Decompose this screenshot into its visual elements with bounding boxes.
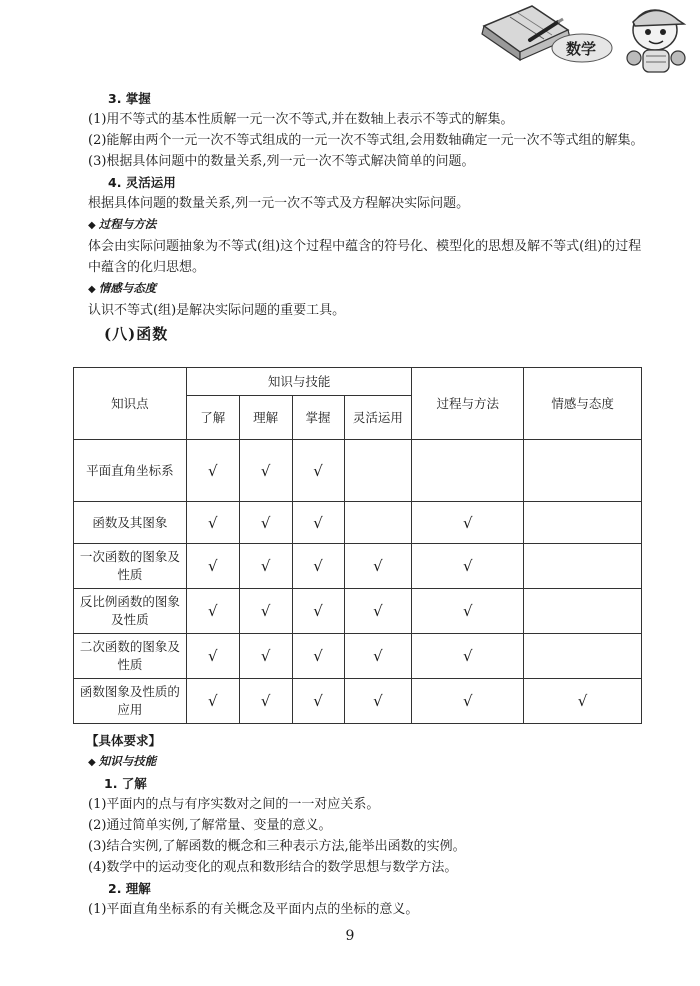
check-cell: √ [292, 679, 344, 724]
check-cell [344, 502, 412, 544]
check-cell [524, 589, 642, 634]
subject-badge: 数学 [566, 40, 597, 58]
header-master: 掌握 [292, 396, 344, 440]
header-process-method: 过程与方法 [412, 368, 524, 440]
header-understand-basic: 了解 [186, 396, 239, 440]
check-cell: √ [524, 679, 642, 724]
row-label: 函数及其图象 [74, 502, 187, 544]
check-cell: √ [344, 589, 412, 634]
subheading-text: 知识与技能 [98, 754, 157, 768]
paragraph: (2)通过简单实例,了解常量、变量的意义。 [88, 818, 332, 833]
header-knowledge-point: 知识点 [74, 368, 187, 440]
check-cell: √ [412, 589, 524, 634]
check-cell: √ [292, 440, 344, 502]
check-cell: √ [412, 544, 524, 589]
check-cell: √ [186, 589, 239, 634]
table-row [74, 589, 642, 634]
table-row [74, 502, 642, 544]
check-cell: √ [186, 544, 239, 589]
table-row [74, 679, 642, 724]
page-content-lower [88, 730, 648, 920]
subheading-process-method [88, 214, 648, 236]
diamond-bullet-icon: ◆ [88, 284, 96, 295]
check-cell: √ [239, 679, 292, 724]
paragraph: (1)平面直角坐标系的有关概念及平面内点的坐标的意义。 [88, 902, 419, 917]
check-cell [524, 634, 642, 679]
check-cell: √ [239, 589, 292, 634]
row-label: 一次函数的图象及性质 [74, 544, 187, 589]
function-standards-table [73, 367, 642, 724]
section-title: (八)函数 [104, 325, 169, 343]
paragraph: (2)能解由两个一元一次不等式组成的一元一次不等式组,会用数轴确定一元一次不等式组的解集。 [88, 133, 644, 148]
check-cell: √ [239, 634, 292, 679]
header-comprehend: 理解 [239, 396, 292, 440]
subheading-text: 情感与态度 [98, 281, 157, 295]
check-cell: √ [344, 679, 412, 724]
check-cell: √ [412, 634, 524, 679]
paragraph: (1)平面内的点与有序实数对之间的一一对应关系。 [88, 797, 380, 812]
paragraph: 根据具体问题的数量关系,列一元一次不等式及方程解决实际问题。 [88, 196, 470, 211]
heading-flexible-use: 4. 灵活运用 [108, 175, 176, 190]
subheading-knowledge-skills [88, 751, 648, 773]
page-number: 9 [345, 928, 355, 944]
check-cell [524, 440, 642, 502]
page-content [88, 88, 648, 345]
header-flexible-use: 灵活运用 [344, 396, 412, 440]
paragraph: (1)用不等式的基本性质解一元一次不等式,并在数轴上表示不等式的解集。 [88, 112, 514, 127]
heading-comprehend: 2. 理解 [108, 881, 151, 896]
check-cell [524, 544, 642, 589]
paragraph: (3)结合实例,了解函数的概念和三种表示方法,能举出函数的实例。 [88, 839, 466, 854]
paragraph: (3)根据具体问题中的数量关系,列一元一次不等式解决简单的问题。 [88, 154, 475, 169]
row-label: 反比例函数的图象及性质 [74, 589, 187, 634]
row-label: 二次函数的图象及性质 [74, 634, 187, 679]
paragraph: 认识不等式(组)是解决实际问题的重要工具。 [88, 303, 346, 318]
check-cell: √ [239, 502, 292, 544]
subheading-emotion-attitude [88, 278, 648, 300]
check-cell: √ [344, 634, 412, 679]
check-cell: √ [186, 634, 239, 679]
table-row [74, 440, 642, 502]
check-cell: √ [239, 440, 292, 502]
heading-understand-basic: 1. 了解 [104, 776, 147, 791]
check-cell: √ [344, 544, 412, 589]
heading-specific-requirements: 【具体要求】 [86, 733, 162, 748]
check-cell: √ [186, 440, 239, 502]
diamond-bullet-icon: ◆ [88, 220, 96, 231]
check-cell [524, 502, 642, 544]
check-cell: √ [412, 502, 524, 544]
header-emotion-attitude: 情感与态度 [524, 368, 642, 440]
diamond-bullet-icon: ◆ [88, 757, 96, 768]
check-cell: √ [239, 544, 292, 589]
table-row [74, 544, 642, 589]
check-cell: √ [292, 544, 344, 589]
heading-mastery: 3. 掌握 [108, 91, 151, 106]
check-cell: √ [412, 679, 524, 724]
check-cell [344, 440, 412, 502]
table-row [74, 634, 642, 679]
mascot-kid-icon [627, 10, 685, 72]
row-label: 函数图象及性质的应用 [74, 679, 187, 724]
subheading-text: 过程与方法 [98, 217, 157, 231]
header-knowledge-skills: 知识与技能 [186, 368, 412, 396]
check-cell: √ [292, 502, 344, 544]
check-cell: √ [292, 589, 344, 634]
paragraph: (4)数学中的运动变化的观点和数形结合的数学思想与数学方法。 [88, 860, 458, 875]
check-cell: √ [292, 634, 344, 679]
check-cell: √ [186, 679, 239, 724]
check-cell: √ [186, 502, 239, 544]
paragraph: 体会由实际问题抽象为不等式(组)这个过程中蕴含的符号化、模型化的思想及解不等式(组)的过程中蕴含的化归思想。 [88, 239, 642, 275]
check-cell [412, 440, 524, 502]
row-label: 平面直角坐标系 [74, 440, 187, 502]
